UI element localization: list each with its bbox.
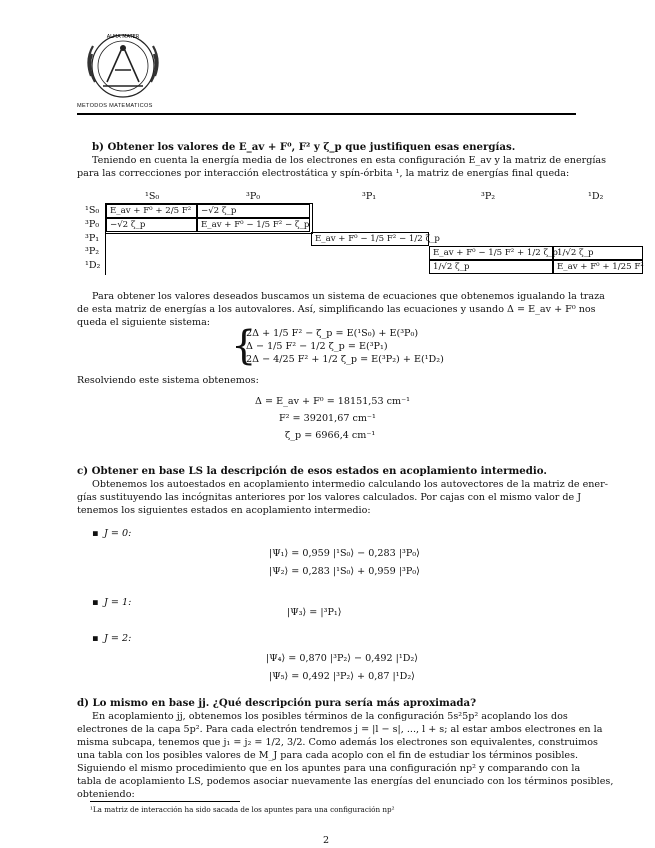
state-equation: |Ψ₁⟩ = 0,959 |¹S₀⟩ − 0,283 |³P₀⟩ xyxy=(269,548,420,559)
bullet-icon: ▪ xyxy=(92,528,99,539)
paragraph-line: electrones de la capa 5p². Para cada electrón tendremos j = |l − s|, ..., l + s; al estar ambos electrones en la xyxy=(77,724,603,735)
matrix-cell: 1/√2 ζ_p xyxy=(429,260,553,274)
matrix-cell: E_av + F⁰ − 1/5 F² − 1/2 ζ_p xyxy=(311,232,429,246)
matrix-cell: −√2 ζ_p xyxy=(197,204,310,218)
matrix-cell: 1/√2 ζ_p xyxy=(553,246,643,260)
paragraph-line: tabla de acoplamiento LS, podemos asociar nuevamente las energías del enunciado con los términos posibles, xyxy=(77,776,614,787)
j-label: J = 2: xyxy=(104,633,132,644)
matrix-col-header: ³P₁ xyxy=(362,191,377,202)
matrix-cell: −√2 ζ_p xyxy=(106,218,197,232)
section-c-heading: c) Obtener en base LS la descripción de esos estados en acoplamiento intermedio. xyxy=(77,465,547,477)
header-rule xyxy=(77,113,576,115)
matrix-cell: E_av + F⁰ − 1/5 F² + 1/2 ζ_p xyxy=(429,246,553,260)
svg-text:ALMA MATER: ALMA MATER xyxy=(106,34,140,40)
bullet-icon: ▪ xyxy=(92,597,99,608)
footnote-rule xyxy=(90,801,240,802)
paragraph-line: Obtenemos los autoestados en acoplamiento intermedio calculando los autovectores de la matriz de ener- xyxy=(92,479,608,490)
paragraph-line: obteniendo: xyxy=(77,789,135,800)
matrix-row-header: ¹S₀ xyxy=(85,205,100,216)
matrix-col-header: ³P₀ xyxy=(246,191,261,202)
system-equation: 2Δ + 1/5 F² − ζ_p = E(¹S₀) + E(³P₀) xyxy=(246,328,419,339)
paragraph-line: tenemos los siguientes estados en acoplamiento intermedio: xyxy=(77,505,371,516)
j-label: J = 0: xyxy=(104,528,132,539)
matrix-row-header: ³P₀ xyxy=(85,219,100,230)
paragraph-line: gías sustituyendo las incógnitas anteriores por los valores calculados. Por cajas con el mismo valor de J xyxy=(77,492,582,503)
paragraph-line: para las correcciones por interacción electrostática y spín-órbita ¹, la matriz de energías final queda: xyxy=(77,168,570,179)
state-equation: |Ψ₅⟩ = 0,492 |³P₂⟩ + 0,87 |¹D₂⟩ xyxy=(269,671,415,682)
paragraph-line: Resolviendo este sistema obtenemos: xyxy=(77,375,259,386)
matrix-row-header: ³P₁ xyxy=(85,233,100,244)
j-label: J = 1: xyxy=(104,597,132,608)
paragraph-line: Para obtener los valores deseados buscamos un sistema de ecuaciones que obtenemos igualando la traza xyxy=(92,291,605,302)
result-equation: Δ = E_av + F⁰ = 18151,53 cm⁻¹ xyxy=(255,396,410,407)
system-brace: { xyxy=(231,323,257,369)
paragraph-line: En acoplamiento jj, obtenemos los posibles términos de la configuración 5s²5p² acoplando los dos xyxy=(92,711,568,722)
matrix-row-header: ¹D₂ xyxy=(85,260,101,271)
paragraph-line: queda el siguiente sistema: xyxy=(77,317,211,328)
logo-caption: METODOS MATEMATICOS xyxy=(77,103,153,109)
matrix-cell: E_av + F⁰ + 1/25 F² xyxy=(553,260,643,274)
bullet-icon: ▪ xyxy=(92,633,99,644)
matrix-cell: E_av + F⁰ − 1/5 F² − ζ_p xyxy=(197,218,310,232)
paragraph-line: Teniendo en cuenta la energía media de los electrones en esta configuración E_av y la matriz de energías xyxy=(92,155,607,166)
system-equation: Δ − 1/5 F² − 1/2 ζ_p = E(³P₁) xyxy=(246,341,388,352)
footnote: ¹La matriz de interacción ha sido sacada de los apuntes para una configuración np² xyxy=(90,805,395,814)
paragraph-line: de esta matriz de energías a los autovalores. Así, simplificando las ecuaciones y usando Δ = E_av + F⁰ nos xyxy=(77,304,596,315)
paragraph-line: misma subcapa, tenemos que j₁ = j₂ = 1/2, 3/2. Como además los electrones son equivalentes, construimos xyxy=(77,737,598,748)
section-d-heading: d) Lo mismo en base jj. ¿Qué descripción pura sería más aproximada? xyxy=(77,697,477,709)
paragraph-line: Siguiendo el mismo procedimiento que en los apuntes para una configuración np² y comparando con la xyxy=(77,763,581,774)
matrix-cell: E_av + F⁰ + 2/5 F² xyxy=(106,204,197,218)
matrix-col-header: ¹S₀ xyxy=(145,191,160,202)
result-equation: ζ_p = 6966,4 cm⁻¹ xyxy=(285,430,376,441)
matrix-col-header: ¹D₂ xyxy=(588,191,604,202)
system-equation: 2Δ − 4/25 F² + 1/2 ζ_p = E(³P₂) + E(¹D₂) xyxy=(246,354,444,365)
result-equation: F² = 39201,67 cm⁻¹ xyxy=(279,413,376,424)
paragraph-line: una tabla con los posibles valores de M_J para cada acoplo con el fin de estudiar los términos posibles. xyxy=(77,750,579,761)
state-equation: |Ψ₃⟩ = |³P₁⟩ xyxy=(287,607,342,618)
page-number: 2 xyxy=(323,835,330,846)
state-equation: |Ψ₄⟩ = 0,870 |³P₂⟩ − 0,492 |¹D₂⟩ xyxy=(266,653,419,664)
section-b-heading: b) Obtener los valores de E_av + F⁰, F² y ζ_p que justifiquen esas energías. xyxy=(92,141,516,153)
state-equation: |Ψ₂⟩ = 0,283 |¹S₀⟩ + 0,959 |³P₀⟩ xyxy=(269,566,420,577)
matrix-col-header: ³P₂ xyxy=(481,191,496,202)
matrix-row-header: ³P₂ xyxy=(85,246,100,257)
